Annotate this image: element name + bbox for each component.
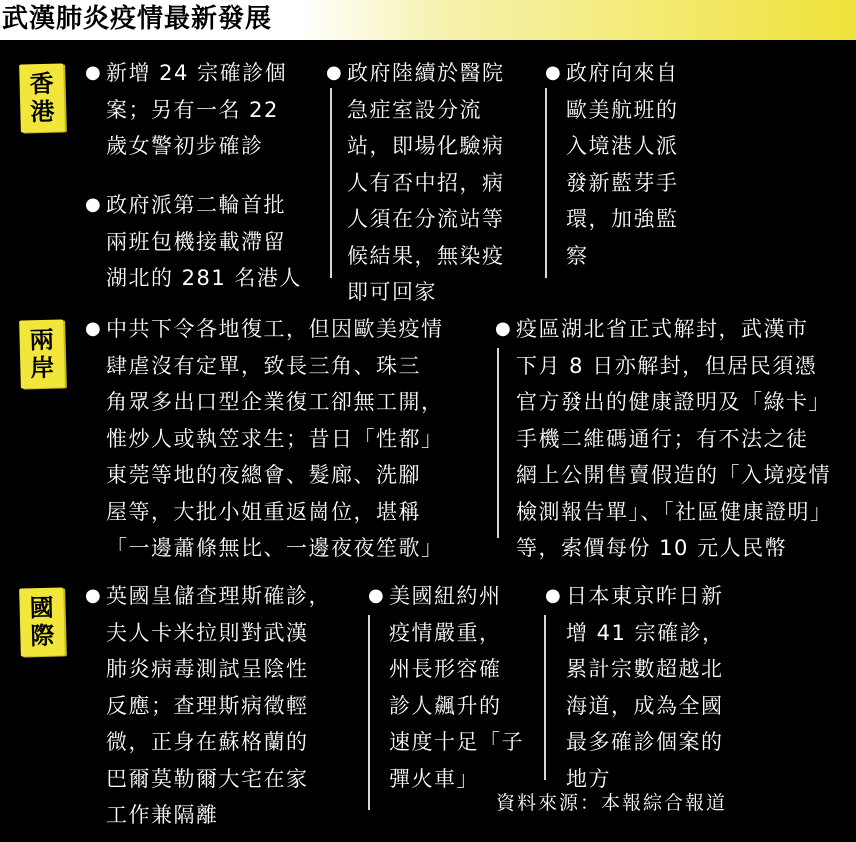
item-line: 惟炒人或執笠求生；昔日「性都」 [106,426,444,451]
cs-item-2 [495,311,833,567]
column-divider [544,615,546,780]
hk-item-1 [85,55,288,165]
item-line: 即可回家 [347,280,437,304]
item-line: 彈火車」 [389,766,479,791]
item-line: 入境港人派 [566,134,679,158]
bullet-icon: ● [85,318,103,339]
intl-item-3 [545,578,725,797]
item-line: 診人飆升的 [389,693,502,718]
item-line: 巴爾莫勒爾大宅在家 [106,766,309,791]
bullet-icon: ● [368,585,386,606]
item-line: 屋等，大批小姐重返崗位，堪稱 [106,499,421,524]
item-line: 手機二維碼通行；有不法之徒 [516,426,809,451]
item-line: 東莞等地的夜總會、髮廊、洗腳 [106,463,421,487]
item-line: 反應；查理斯病徵輕 [106,693,309,718]
section-tag-international [19,587,65,656]
tag-char: 兩 [29,324,54,355]
item-line: 肺炎病毒測試呈陰性 [106,657,309,681]
item-line: 增 41 宗確診， [566,620,725,645]
item-line: 候結果，無染疫 [347,243,505,268]
tag-char: 際 [29,620,55,651]
item-line: 環，加強監 [566,207,679,231]
item-line: 等，索價每份 10 元人民幣 [516,536,788,560]
tag-char: 香 [29,68,54,99]
item-line: 人有否中招，病 [347,170,505,195]
item-line: 下月 8 日亦解封，但居民須憑 [516,353,818,378]
item-line: 「一邊蕭條無比、一邊夜夜笙歌」 [106,536,444,560]
hk-item-4 [545,55,679,274]
column-divider [545,88,547,278]
item-line: 湖北的 281 名港人 [106,266,302,290]
item-line: 發新藍芽手 [566,170,679,195]
item-line: 政府向來自 [566,61,679,85]
item-line: 兩班包機接載滯留 [106,229,286,254]
tag-char: 國 [29,592,54,623]
item-line: 美國紐約州 [389,584,502,608]
bullet-icon: ● [85,62,103,83]
intl-item-1 [85,578,331,834]
item-line: 急症室設分流 [347,97,482,122]
item-line: 歐美航班的 [566,97,679,122]
item-line: 累計宗數超越北 [566,657,724,681]
item-line: 察 [566,243,589,268]
section-tag-hongkong [19,63,65,132]
item-line: 政府陸續於醫院 [347,61,505,85]
item-line: 夫人卡米拉則對武漢 [106,620,309,645]
hk-item-3 [326,55,505,311]
bullet-icon: ● [85,585,103,606]
tag-char: 岸 [29,352,55,383]
bullet-icon: ● [326,62,344,83]
item-line: 海道，成為全國 [566,693,724,718]
tag-char: 港 [29,96,55,127]
page-title: 武漢肺炎疫情最新發展 [2,4,273,34]
item-line: 網上公開售賣假造的「入境疫情 [516,463,831,487]
intl-item-2 [368,578,524,797]
item-line: 英國皇儲查理斯確診， [106,584,331,608]
item-line: 肆虐沒有定單，致長三角、珠三 [106,353,421,378]
item-line: 最多確診個案的 [566,730,724,754]
item-line: 工作兼隔離 [106,803,219,827]
header-bar [0,0,856,40]
cs-item-1 [85,311,444,567]
item-line: 州長形容確 [389,657,502,681]
hk-item-2 [85,187,302,297]
section-tag-cross-strait [19,319,65,388]
column-divider [330,88,332,278]
item-line: 歲女警初步確診 [106,134,264,158]
item-line: 中共下令各地復工，但因歐美疫情 [106,317,444,341]
item-line: 站，即場化驗病 [347,134,505,158]
column-divider [368,615,370,810]
item-line: 速度十足「子 [389,730,524,754]
column-divider [497,348,499,538]
item-line: 疫情嚴重， [389,620,502,645]
bullet-icon: ● [545,585,563,606]
bullet-icon: ● [495,318,513,339]
item-line: 檢測報告單」、「社區健康證明」 [516,499,833,524]
item-line: 地方 [566,766,611,791]
item-line: 疫區湖北省正式解封，武漢市 [516,317,809,341]
item-line: 日本東京昨日新 [566,584,724,608]
item-line: 角眾多出口型企業復工卻無工開， [106,390,444,414]
bullet-icon: ● [85,194,103,215]
item-line: 案；另有一名 22 [106,97,279,122]
source-credit: 資料來源：本報綜合報道 [496,792,728,814]
item-line: 官方發出的健康證明及「綠卡」 [516,390,831,414]
item-line: 政府派第二輪首批 [106,193,286,217]
item-line: 微，正身在蘇格蘭的 [106,730,309,754]
bullet-icon: ● [545,62,563,83]
item-line: 新增 24 宗確診個 [106,61,288,85]
item-line: 人須在分流站等 [347,207,505,231]
